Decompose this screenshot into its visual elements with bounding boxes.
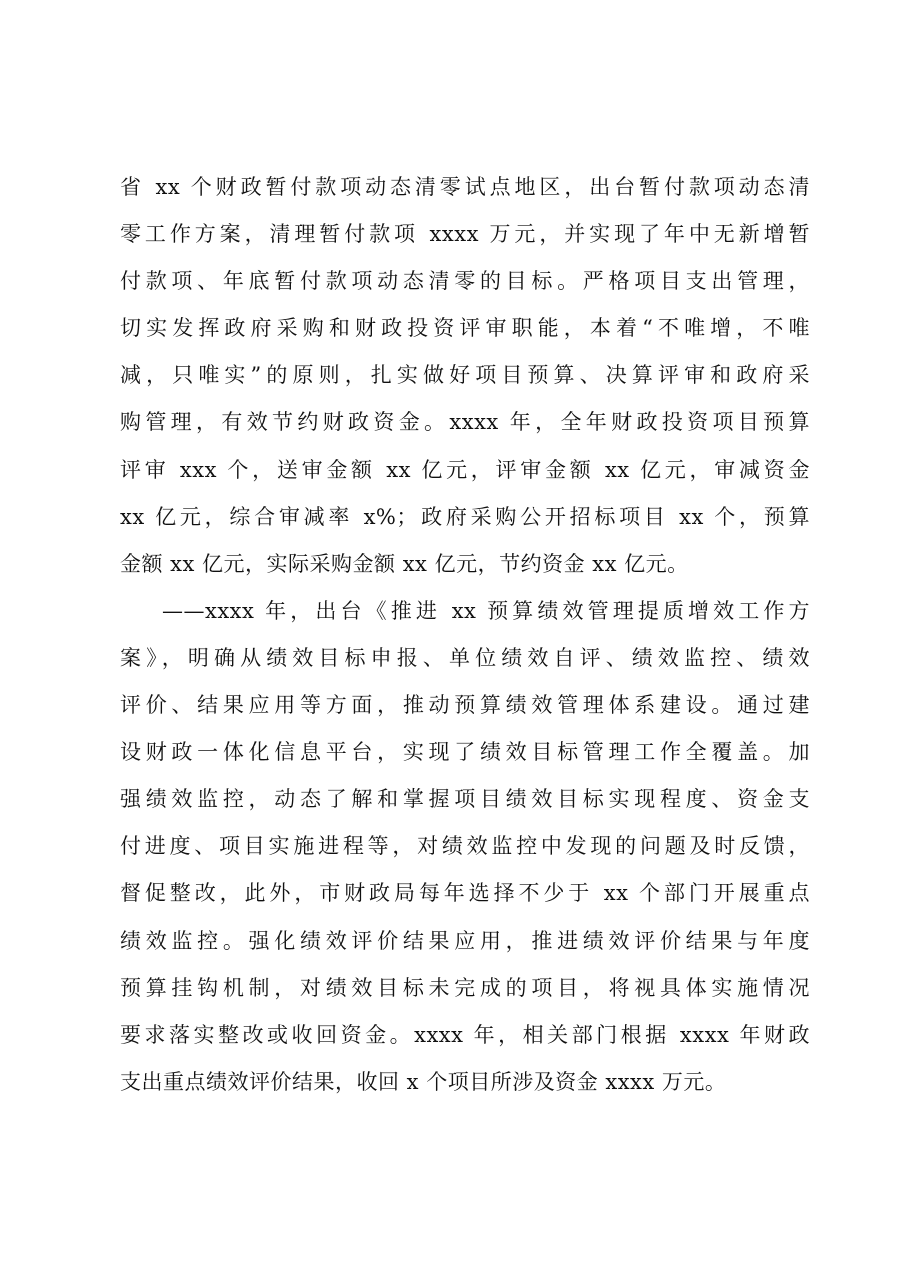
document-body: [120, 164, 810, 1106]
text-line: 省 xx 个财政暂付款项动态清零试点地区，出台暂付款项动态清: [120, 175, 810, 199]
paragraph-2: [120, 588, 810, 1106]
text-line: 要求落实整改或收回资金。xxxx 年，相关部门根据 xxxx 年财政: [120, 1022, 810, 1047]
text-line: 减，只唯实”的原则，扎实做好项目预算、决算评审和政府采: [120, 363, 810, 388]
text-line: ——xxxx 年，出台《推进 xx 预算绩效管理提质增效工作方: [162, 598, 810, 623]
text-line: 案》，明确从绩效目标申报、单位绩效自评、绩效监控、绩效: [120, 645, 810, 670]
text-line: 评价、结果应用等方面，推动预算绩效管理体系建设。通过建: [120, 693, 810, 718]
text-line: 绩效监控。强化绩效评价结果应用，推进绩效评价结果与年度: [120, 928, 810, 953]
text-line: 付进度、项目实施进程等，对绩效监控中发现的问题及时反馈，: [120, 834, 810, 859]
text-line: 设财政一体化信息平台，实现了绩效目标管理工作全覆盖。加: [120, 740, 810, 765]
text-line: 购管理，有效节约财政资金。xxxx 年，全年财政投资项目预算: [120, 410, 810, 435]
text-line: xx 亿元，综合审减率 x%；政府采购公开招标项目 xx 个，预算: [120, 504, 810, 529]
text-line: 支出重点绩效评价结果，收回 x 个项目所涉及资金 xxxx 万元。: [120, 1069, 727, 1094]
text-line: 付款项、年底暂付款项动态清零的目标。严格项目支出管理，: [120, 269, 810, 294]
text-line: 预算挂钩机制，对绩效目标未完成的项目，将视具体实施情况: [120, 975, 810, 1000]
text-line: 切实发挥政府采购和财政投资评审职能，本着“不唯增，不唯: [120, 316, 810, 341]
text-line: 零工作方案，清理暂付款项 xxxx 万元，并实现了年中无新增暂: [120, 222, 810, 247]
text-line: 金额 xx 亿元，实际采购金额 xx 亿元，节约资金 xx 亿元。: [120, 551, 689, 576]
paragraph-1: [120, 164, 810, 588]
text-line: 强绩效监控，动态了解和掌握项目绩效目标实现程度、资金支: [120, 787, 810, 812]
text-line: 评审 xxx 个，送审金额 xx 亿元，评审金额 xx 亿元，审减资金: [120, 457, 810, 482]
text-line: 督促整改，此外，市财政局每年选择不少于 xx 个部门开展重点: [120, 881, 810, 906]
